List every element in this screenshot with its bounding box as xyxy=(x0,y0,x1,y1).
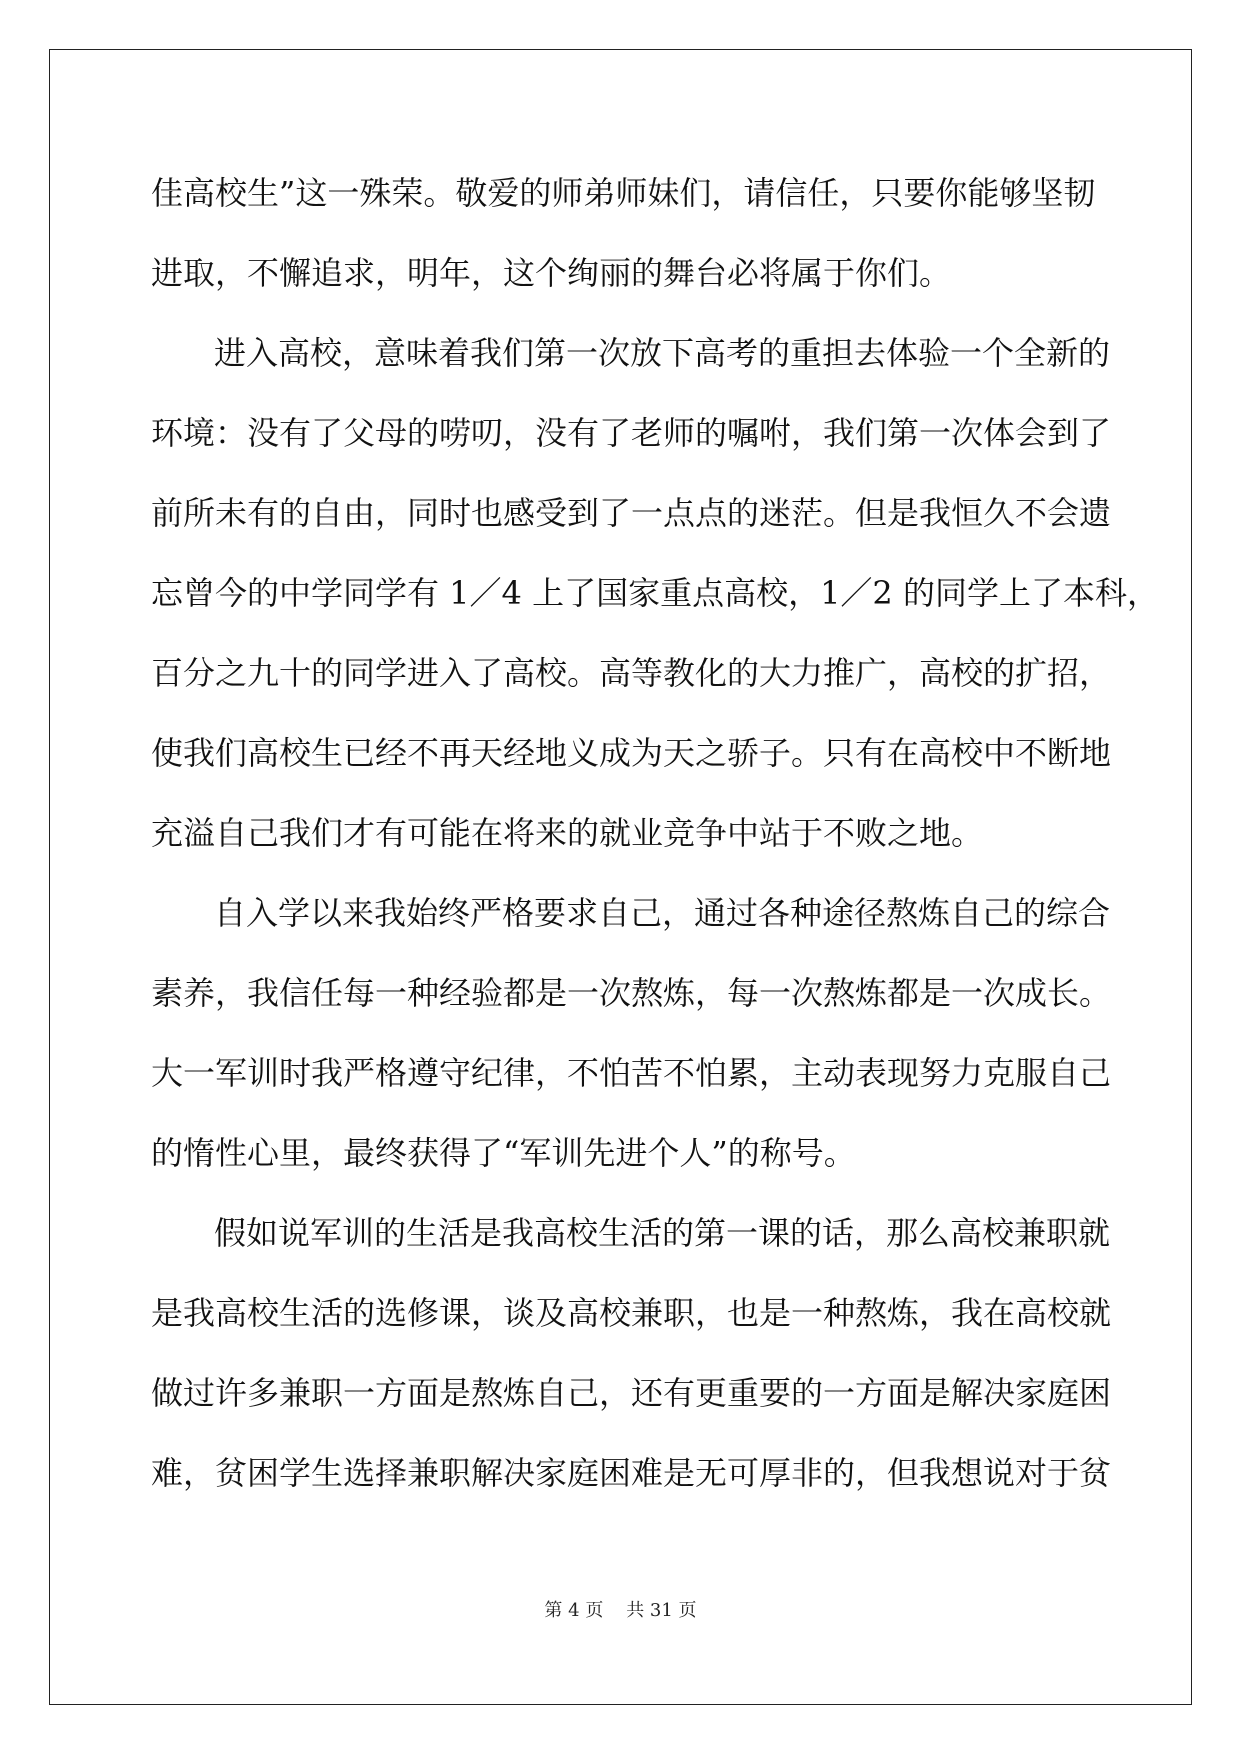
document-body xyxy=(151,158,1159,1518)
text-line: 大一军训时我严格遵守纪律，不怕苦不怕累，主动表现努力克服自己 xyxy=(151,1054,1112,1092)
text-line: 进取，不懈追求，明年，这个绚丽的舞台必将属于你们。 xyxy=(151,254,952,292)
text-line: 自入学以来我始终严格要求自己，通过各种途径熬炼自己的综合 xyxy=(214,894,1111,932)
text-line: 的惰性心里，最终获得了“军训先进个人”的称号。 xyxy=(151,1134,856,1172)
text-line: 忘曾今的中学同学有 1／4 上了国家重点高校，1／2 的同学上了本科， xyxy=(151,574,1159,612)
text-line: 是我高校生活的选修课，谈及高校兼职，也是一种熬炼，我在高校就 xyxy=(151,1294,1112,1332)
text-line: 假如说军训的生活是我高校生活的第一课的话，那么高校兼职就 xyxy=(214,1214,1111,1252)
page-number-footer: 第 4 页 共 31 页 xyxy=(544,1600,697,1621)
text-line: 做过许多兼职一方面是熬炼自己，还有更重要的一方面是解决家庭困 xyxy=(151,1374,1112,1412)
text-line: 前所未有的自由，同时也感受到了一点点的迷茫。但是我恒久不会遗 xyxy=(151,494,1112,532)
text-line: 进入高校，意味着我们第一次放下高考的重担去体验一个全新的 xyxy=(214,334,1111,372)
text-line: 充溢自己我们才有可能在将来的就业竞争中站于不败之地。 xyxy=(151,814,984,852)
text-line: 环境：没有了父母的唠叨，没有了老师的嘱咐，我们第一次体会到了 xyxy=(151,414,1112,452)
text-line: 素养，我信任每一种经验都是一次熬炼，每一次熬炼都是一次成长。 xyxy=(151,974,1112,1012)
text-line: 难，贫困学生选择兼职解决家庭困难是无可厚非的，但我想说对于贫 xyxy=(151,1454,1112,1492)
text-line: 百分之九十的同学进入了高校。高等教化的大力推广，高校的扩招， xyxy=(151,654,1112,692)
text-line: 佳高校生”这一殊荣。敬爱的师弟师妹们，请信任，只要你能够坚韧 xyxy=(151,174,1096,212)
text-line: 使我们高校生已经不再天经地义成为天之骄子。只有在高校中不断地 xyxy=(151,734,1112,772)
